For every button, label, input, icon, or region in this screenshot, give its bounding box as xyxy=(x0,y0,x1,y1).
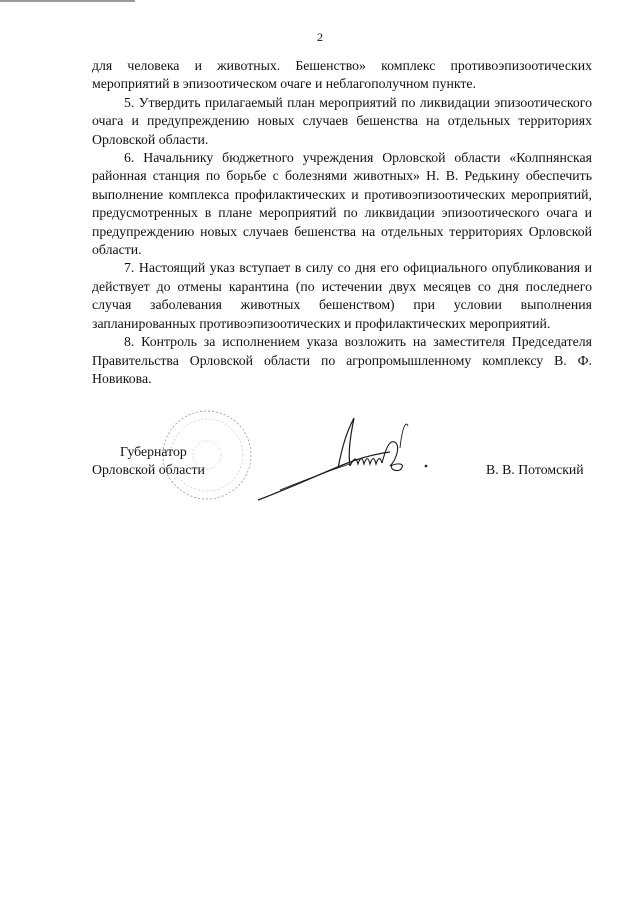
signatory-name: В. В. Потомский xyxy=(486,462,584,477)
paragraph-item-6: 6. Начальнику бюджетного учреждения Орловской области «Колпнянская районная станция по борьбе с болезнями животных» Н. В. Редькину обеспечить выполнение комплекса профилактических и противоэпизоотических мероприятий, предусмотренных в плане мероприятий по ликвидации эпизоотического очага и предупреждению новых случаев бешенства на отдельных территориях Орловской области. xyxy=(92,150,592,258)
paragraph-item-7: 7. Настоящий указ вступает в силу со дня его официального опубликования и действует до отмены карантина (по истечении двух месяцев со дня последнего случая заболевания животных бешенством) при условии выполнения запланированных противоэпизоотических и профилактических мероприятий. xyxy=(92,260,592,331)
page-number: 2 xyxy=(317,30,323,44)
paragraph-item-8: 8. Контроль за исполнением указа возложить на заместителя Председателя Правительства Орловской области по агропромышленному комплексу В. Ф. Новикова. xyxy=(92,334,592,386)
signatory-title-line2: Орловской области xyxy=(92,462,205,478)
signatory-title-line1: Губернатор xyxy=(120,444,187,459)
scan-edge-line xyxy=(0,0,135,2)
paragraph-continuation: для человека и животных. Бешенство» комплекс противоэпизоотических мероприятий в эпизоотическом очаге и неблагополучном пункте. xyxy=(92,58,592,92)
handwritten-signature xyxy=(250,408,450,508)
paragraph-item-5: 5. Утвердить прилагаемый план мероприятий по ликвидации эпизоотического очага и предупреждению новых случаев бешенства на отдельных территориях Орловской области. xyxy=(92,94,592,147)
signatory-title xyxy=(92,443,205,480)
document-body xyxy=(92,57,592,388)
